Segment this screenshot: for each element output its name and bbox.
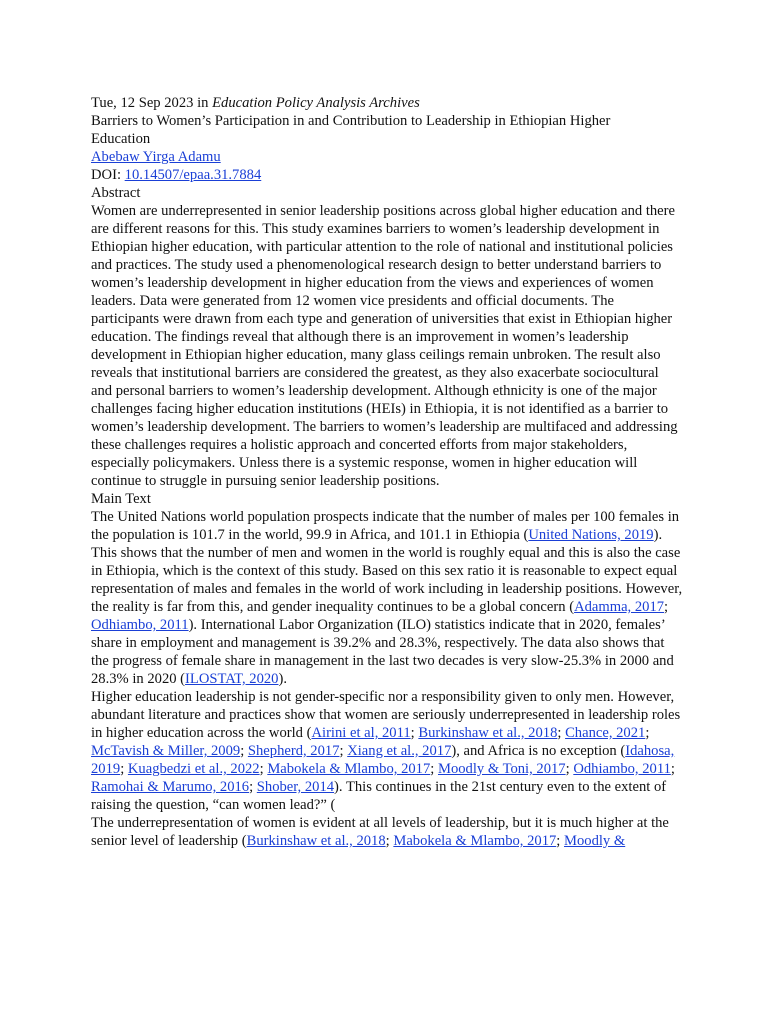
paragraph-text: ;: [410, 725, 419, 741]
citation-link[interactable]: Kuagbedzi et al., 2022: [127, 761, 260, 777]
citation-link[interactable]: Shober, 2014: [256, 779, 335, 795]
doi-link[interactable]: 10.14507/epaa.31.7884: [124, 167, 262, 183]
paragraph-text: ;: [565, 761, 574, 777]
citation-link[interactable]: Mabokela & Mlambo, 2017: [267, 761, 431, 777]
paragraph-text: ). This shows that the number of men and women in the world is roughly equal and this is also the case in Ethiopia, which is the context of this study. Based on this sex ratio it is reasonable to expect equal representation of males and females in the world of work including in leadership positions. However, the reality is far from this, and gender inequality continues to be a global concern (: [91, 527, 683, 615]
citation-link[interactable]: Odhiambo, 2011: [91, 617, 189, 633]
author-line: [91, 148, 683, 166]
paragraph-text: ;: [556, 833, 564, 849]
paragraph-text: ;: [249, 779, 257, 795]
paragraph-text: ;: [557, 725, 566, 741]
citation-link[interactable]: Odhiambo, 2011: [573, 761, 671, 777]
citation-link[interactable]: Burkinshaw et al., 2018: [418, 725, 558, 741]
main-paragraph-2: [91, 688, 683, 814]
abstract-text: Women are underrepresented in senior leadership positions across global higher education and there are different reasons for this. This study examines barriers to women’s leadership development in Ethiopian higher education, with particular attention to the role of national and institutional policies and practices. The study used a phenomenological research design to better understand barriers to women’s leadership development in higher education from the views and experiences of women leaders. Data were generated from 12 women vice presidents and official documents. The participants were drawn from each type and generation of universities that exist in Ethiopian higher education. The findings reveal that although there is an improvement in women’s leadership development in Ethiopian higher education, many glass ceilings remain unbroken. The result also reveals that institutional barriers are considered the greatest, as they also exacerbate sociocultural and personal barriers to women’s leadership development. Although ethnicity is one of the major challenges facing higher education institutions (HEIs) in Ethiopia, it is not identified as a barrier to women’s leadership development. The barriers to women’s leadership are multifaced and addressing these challenges requires a holistic approach and concerted efforts from major stakeholders, especially policymakers. Unless there is a systemic response, women in higher education will continue to struggle in pursuing senior leadership positions.: [91, 203, 678, 489]
doi-label: DOI:: [91, 167, 125, 183]
doi-line: [91, 166, 683, 184]
citation-link[interactable]: Chance, 2021: [565, 725, 646, 741]
paragraph-text: The United Nations world population prospects indicate that the number of males per 100 females in the population is 101.7 in the world, 99.9 in Africa, and 101.1 in Ethiopia (: [91, 509, 680, 543]
article-header: [91, 94, 683, 112]
abstract-heading: Abstract: [91, 185, 141, 201]
paragraph-text: ), and Africa is no exception (: [451, 743, 626, 759]
citation-link[interactable]: ILOSTAT, 2020: [185, 671, 279, 687]
main-text-heading: Main Text: [91, 491, 151, 507]
paragraph-text: The underrepresentation of women is evident at all levels of leadership, but it is much higher at the senior level of leadership (: [91, 815, 669, 849]
paragraph-text: ;: [259, 761, 268, 777]
citation-link[interactable]: Ramohai & Marumo, 2016: [91, 779, 250, 795]
article-page: [91, 94, 683, 850]
citation-link[interactable]: Shepherd, 2017: [247, 743, 340, 759]
citation-link[interactable]: Xiang et al., 2017: [347, 743, 452, 759]
publication-date: Tue, 12 Sep 2023: [91, 95, 194, 111]
article-title-line-1: Barriers to Women’s Participation in and Contribution to Leadership in Ethiopian Higher: [91, 113, 611, 129]
citation-link[interactable]: Burkinshaw et al., 2018: [246, 833, 386, 849]
paragraph-text: ). International Labor Organization (ILO) statistics indicate that in 2020, females’ share in employment and management is 39.2% and 28.3%, respectively. The data also shows that the progress of female share in management in the last two decades is very slow-25.3% in 2000 and 28.3% in 2020 (: [91, 617, 674, 687]
paragraph-text: ;: [385, 833, 394, 849]
citation-link[interactable]: Adamma, 2017: [574, 599, 665, 615]
main-paragraph-3: [91, 814, 683, 850]
paragraph-text: ). This continues in the 21st century even to the extent of raising the question, “can women lead?” (: [91, 779, 667, 813]
paragraph-text: ;: [120, 761, 128, 777]
paragraph-text: ;: [645, 725, 650, 741]
citation-link[interactable]: McTavish & Miller, 2009: [91, 743, 241, 759]
citation-link[interactable]: United Nations, 2019: [528, 527, 654, 543]
paragraph-text: ).: [278, 671, 287, 687]
journal-name: Education Policy Analysis Archives: [212, 95, 420, 111]
paragraph-text: ;: [670, 761, 675, 777]
paragraph-text: ;: [430, 761, 438, 777]
paragraph-text: Higher education leadership is not gender-specific nor a responsibility given to only men. However, abundant literature and practices show that women are seriously underrepresented in leadership roles in higher education across the world (: [91, 689, 681, 741]
citation-link[interactable]: Mabokela & Mlambo, 2017: [393, 833, 557, 849]
paragraph-text: ;: [664, 599, 669, 615]
citation-link[interactable]: Idahosa, 2019: [91, 743, 675, 777]
citation-link[interactable]: Moodly &: [564, 833, 626, 849]
paragraph-text: ;: [240, 743, 248, 759]
citation-link[interactable]: Airini et al, 2011: [311, 725, 411, 741]
main-paragraph-1: [91, 508, 683, 688]
citation-link[interactable]: Moodly & Toni, 2017: [437, 761, 566, 777]
article-title-line-2: Education: [91, 131, 151, 147]
author-link[interactable]: Abebaw Yirga Adamu: [91, 149, 221, 165]
in-connector: in: [193, 95, 213, 111]
paragraph-text: ;: [339, 743, 348, 759]
